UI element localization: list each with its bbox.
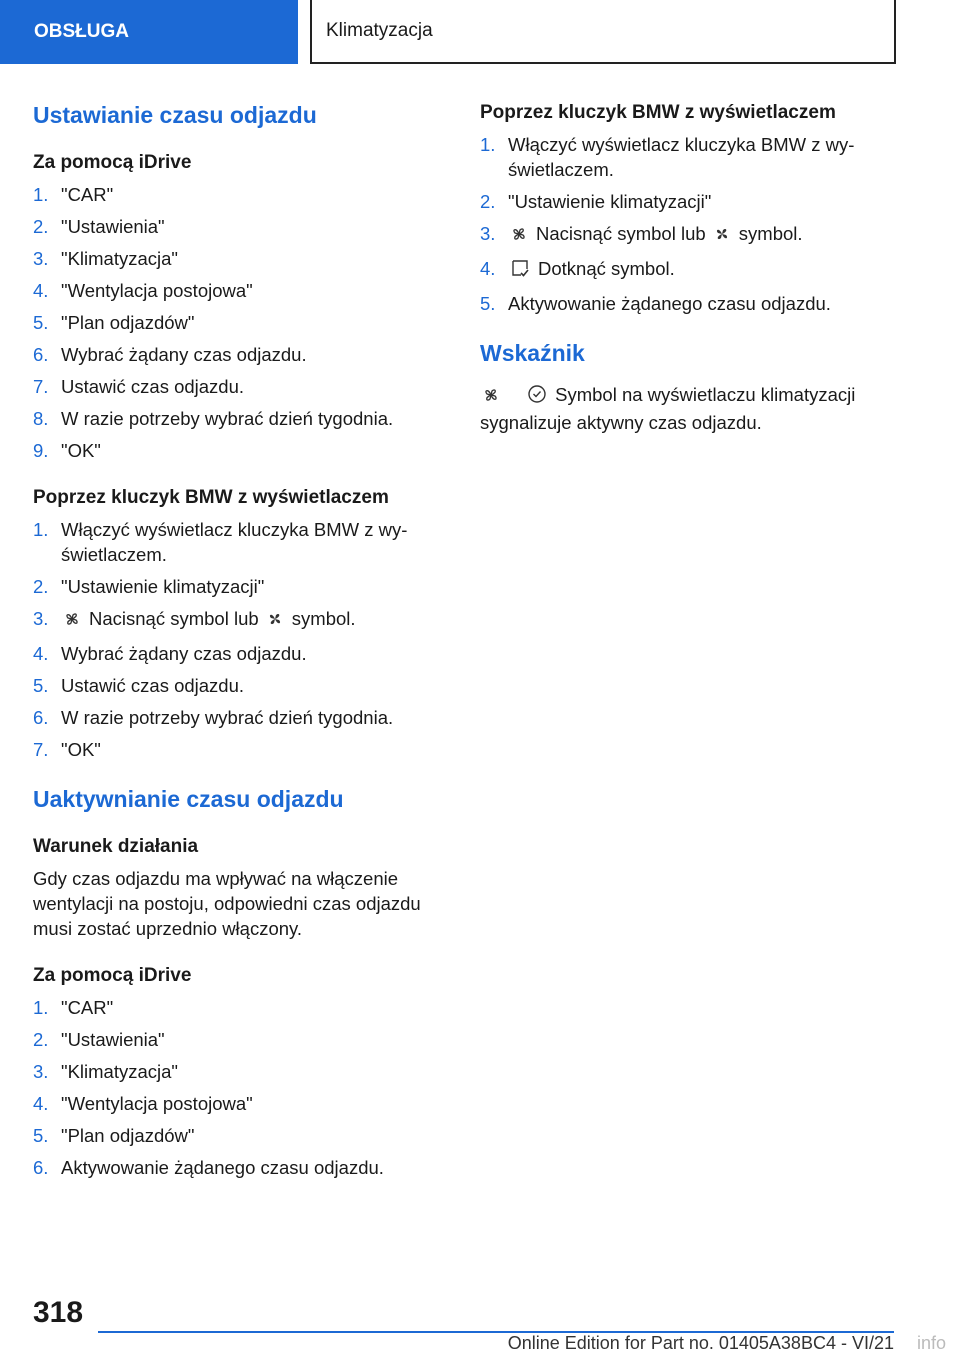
fan-icon <box>63 609 81 634</box>
header-section-tab <box>0 0 298 64</box>
clock-check-icon <box>527 384 547 410</box>
list-item: 9. "OK" <box>33 440 101 461</box>
checkbox-icon <box>510 258 530 284</box>
list-item: 4. Wybrać żądany czas odjazdu. <box>33 643 307 664</box>
list-item: 3. Nacisnąć symbol lub symbol. <box>480 221 890 249</box>
steps-key-list <box>33 517 433 762</box>
list-item: 4. "Wentylacja postojowa" <box>33 1093 253 1114</box>
footer-edition: Online Edition for Part no. 01405A38BC4 - VI/21 <box>507 1333 894 1353</box>
list-item: 1. "CAR" <box>33 997 114 1018</box>
list-item: 2. "Ustawienia" <box>33 1029 165 1050</box>
page-number: 318 <box>33 1296 84 1329</box>
list-item: 2. "Ustawienia" <box>33 216 165 237</box>
list-item: 5. Ustawić czas odjazdu. <box>33 675 245 696</box>
section-title-set-departure: Ustawianie czasu odjazdu <box>33 102 317 128</box>
section-title-indicator: Wskaźnik <box>480 340 585 366</box>
header-chapter-box <box>310 0 896 64</box>
fan-icon <box>482 385 500 410</box>
list-item: 5. Aktywowanie żądanego czasu odjazdu. <box>480 293 831 314</box>
list-item: 2. "Ustawienie klimatyzacji" <box>480 191 712 212</box>
list-item: 4. "Wentylacja postojowa" <box>33 280 253 301</box>
list-item: 6. W razie potrzeby wybrać dzień tygodnia. <box>33 707 394 728</box>
header-chapter-label: Klimatyzacja <box>326 20 433 41</box>
header-section-label: OBSŁUGA <box>34 21 129 42</box>
list-item: 3. Nacisnąć symbol lub symbol. <box>33 606 433 634</box>
fan-active-icon <box>713 224 731 249</box>
list-item: 4. Dotknąć symbol. <box>480 256 890 284</box>
right-column <box>480 100 890 457</box>
list-item: 7. Ustawić czas odjazdu. <box>33 376 245 397</box>
list-item: 6. Aktywowanie żądanego czasu odjazdu. <box>33 1157 384 1178</box>
watermark: info <box>916 1333 946 1353</box>
steps-idrive-list <box>33 182 433 463</box>
list-item: 1. "CAR" <box>33 184 114 205</box>
subheading-key: Poprzez kluczyk BMW z wyświetlaczem <box>33 487 389 508</box>
list-item: 1. Włączyć wyświetlacz kluczyka BMW z wy-świetlaczem. <box>480 134 855 180</box>
list-item: 3. "Klimatyzacja" <box>33 248 178 269</box>
list-item: 8. W razie potrzeby wybrać dzień tygodnia. <box>33 408 394 429</box>
subheading-idrive-2: Za pomocą iDrive <box>33 965 192 986</box>
subheading-condition: Warunek działania <box>33 836 199 857</box>
steps-idrive2-list <box>33 995 433 1180</box>
section-title-activate-departure: Uaktywnianie czasu odjazdu <box>33 786 344 812</box>
list-item: 2. "Ustawienie klimatyzacji" <box>33 576 265 597</box>
left-column <box>33 100 433 1202</box>
subheading-idrive: Za pomocą iDrive <box>33 152 192 173</box>
list-item: 6. Wybrać żądany czas odjazdu. <box>33 344 307 365</box>
indicator-text: Symbol na wyświetlaczu klimatyzacji sygnalizuje aktywny czas odjazdu. <box>480 384 856 433</box>
list-item: 7. "OK" <box>33 739 101 760</box>
fan-icon <box>510 224 528 249</box>
list-item: 5. "Plan odjazdów" <box>33 312 195 333</box>
subheading-key-right: Poprzez kluczyk BMW z wyświetlaczem <box>480 102 836 123</box>
list-item: 5. "Plan odjazdów" <box>33 1125 195 1146</box>
list-item: 1. Włączyć wyświetlacz kluczyka BMW z wy-świetlaczem. <box>33 519 408 565</box>
fan-active-icon <box>266 609 284 634</box>
condition-text: Gdy czas odjazdu ma wpływać na włączenie wentylacji na postoju, odpowiedni czas odjazdu musi zostać uprzednio włączony. <box>33 868 421 939</box>
list-item: 3. "Klimatyzacja" <box>33 1061 178 1082</box>
steps-key-right-list <box>480 132 890 316</box>
